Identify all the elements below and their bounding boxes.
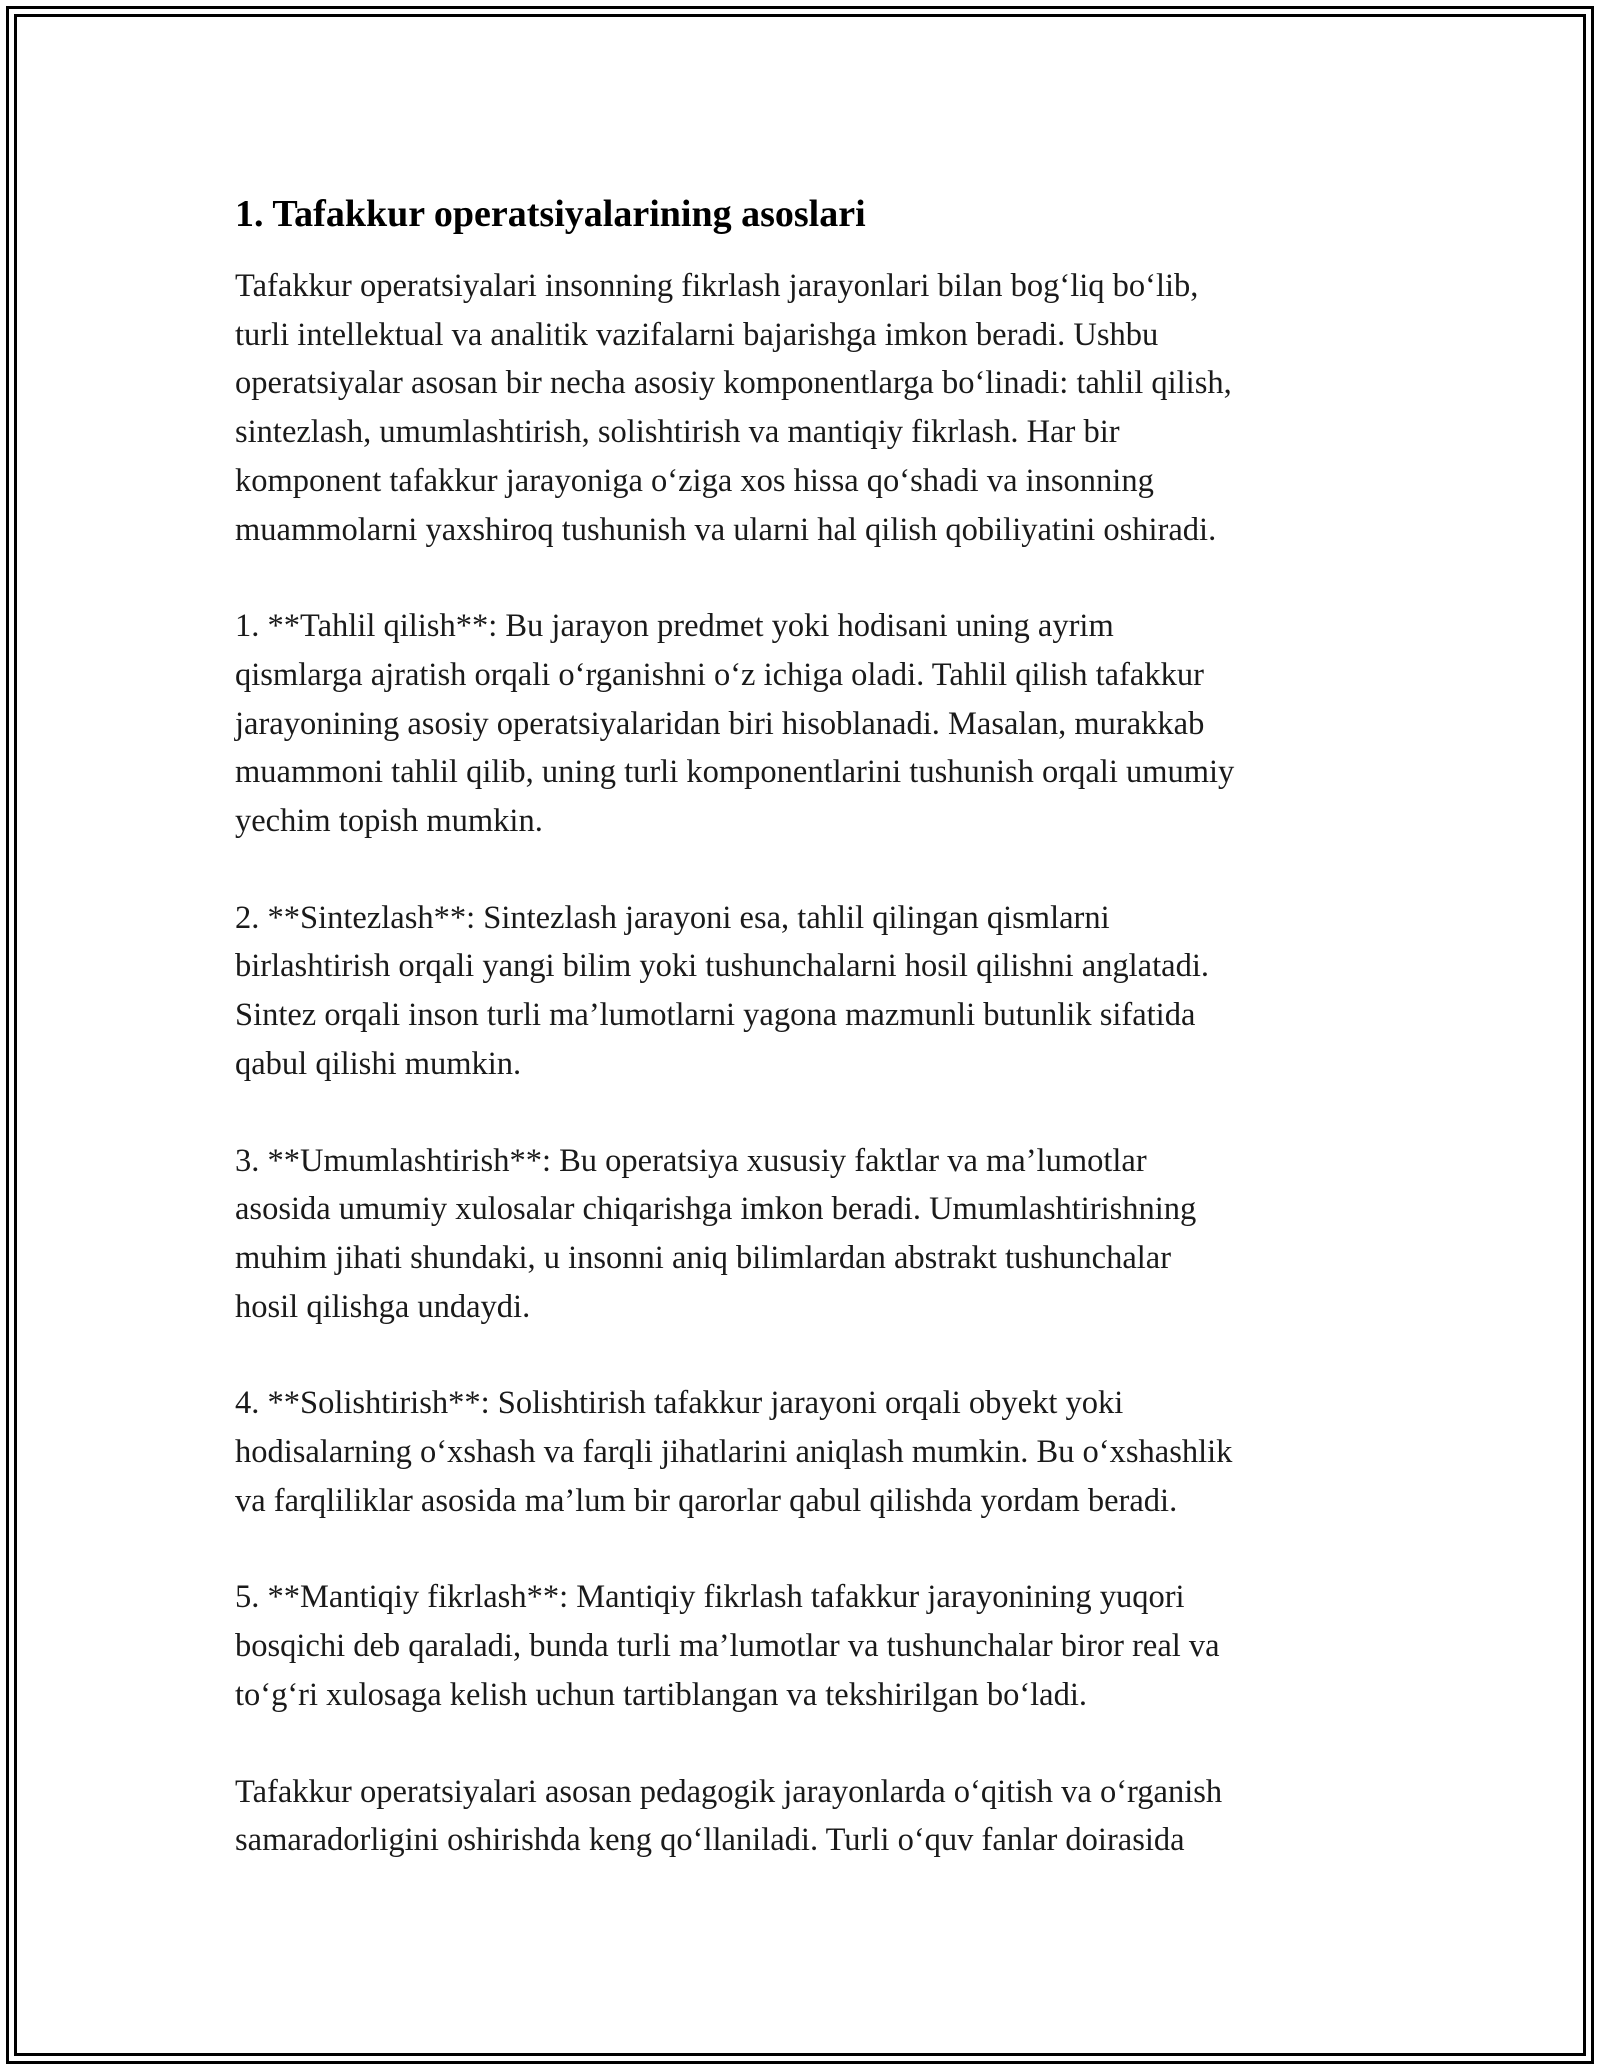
- text-line: hosil qilishga undaydi.: [235, 1288, 531, 1325]
- text-line: muammoni tahlil qilib, uning turli komponentlarini tushunish orqali umumiy: [235, 754, 1235, 791]
- text-line: sintezlash, umumlashtirish, solishtirish va mantiqiy fikrlash. Har bir: [235, 414, 1120, 451]
- text-line: to‘g‘ri xulosaga kelish uchun tartiblangan va tekshirilgan bo‘ladi.: [235, 1676, 1087, 1713]
- paragraph: [235, 894, 1375, 1089]
- paragraph: [235, 262, 1375, 554]
- text-line: jarayonining asosiy operatsiyalaridan biri hisoblanadi. Masalan, murakkab: [235, 705, 1205, 742]
- text-line: 3. **Umumlashtirish**: Bu operatsiya xususiy faktlar va ma’lumotlar: [235, 1142, 1147, 1179]
- text-line: hodisalarning o‘xshash va farqli jihatlarini aniqlash mumkin. Bu o‘xshashlik: [235, 1434, 1233, 1471]
- document-body: [235, 180, 1375, 1913]
- text-line: asosida umumiy xulosalar chiqarishga imkon beradi. Umumlashtirishning: [235, 1191, 1197, 1228]
- text-line: 5. **Mantiqiy fikrlash**: Mantiqiy fikrlash tafakkur jarayonining yuqori: [235, 1579, 1185, 1616]
- paragraph: [235, 1573, 1375, 1719]
- text-line: yechim topish mumkin.: [235, 803, 543, 840]
- paragraph: [235, 602, 1375, 846]
- text-line: bosqichi deb qaraladi, bunda turli ma’lumotlar va tushunchalar biror real va: [235, 1628, 1220, 1665]
- paragraph-list: [235, 262, 1375, 1865]
- text-line: Tafakkur operatsiyalari insonning fikrlash jarayonlari bilan bog‘liq bo‘lib,: [235, 268, 1199, 304]
- text-line: komponent tafakkur jarayoniga o‘ziga xos hissa qo‘shadi va insonning: [235, 462, 1154, 499]
- text-line: va farqliliklar asosida ma’lum bir qarorlar qabul qilishda yordam beradi.: [235, 1482, 1178, 1519]
- text-line: 1. **Tahlil qilish**: Bu jarayon predmet yoki hodisani uning ayrim: [235, 608, 1114, 645]
- text-line: qismlarga ajratish orqali o‘rganishni o‘z ichiga oladi. Tahlil qilish tafakkur: [235, 656, 1204, 693]
- text-line: 2. **Sintezlash**: Sintezlash jarayoni esa, tahlil qilingan qismlarni: [235, 899, 1110, 936]
- paragraph: [235, 1137, 1375, 1332]
- text-line: Tafakkur operatsiyalari asosan pedagogik jarayonlarda o‘qitish va o‘rganish: [235, 1773, 1223, 1810]
- text-line: 4. **Solishtirish**: Solishtirish tafakkur jarayoni orqali obyekt yoki: [235, 1385, 1124, 1422]
- text-line: birlashtirish orqali yangi bilim yoki tushunchalarni hosil qilishni anglatadi.: [235, 948, 1209, 985]
- section-heading: 1. Tafakkur operatsiyalarining asoslari: [235, 193, 866, 235]
- text-line: muammolarni yaxshiroq tushunish va ularni hal qilish qobiliyatini oshiradi.: [235, 511, 1217, 548]
- text-line: samaradorligini oshirishda keng qo‘llaniladi. Turli o‘quv fanlar doirasida: [235, 1822, 1185, 1859]
- text-line: turli intellektual va analitik vazifalarni bajarishga imkon beradi. Ushbu: [235, 316, 1159, 353]
- text-line: qabul qilishi mumkin.: [235, 1045, 522, 1082]
- paragraph: [235, 1768, 1375, 1865]
- text-line: operatsiyalar asosan bir necha asosiy komponentlarga bo‘linadi: tahlil qilish,: [235, 365, 1232, 402]
- paragraph: [235, 1379, 1375, 1525]
- text-line: muhim jihati shundaki, u insonni aniq bilimlardan abstrakt tushunchalar: [235, 1239, 1172, 1276]
- text-line: Sintez orqali inson turli ma’lumotlarni yagona mazmunli butunlik sifatida: [235, 997, 1196, 1034]
